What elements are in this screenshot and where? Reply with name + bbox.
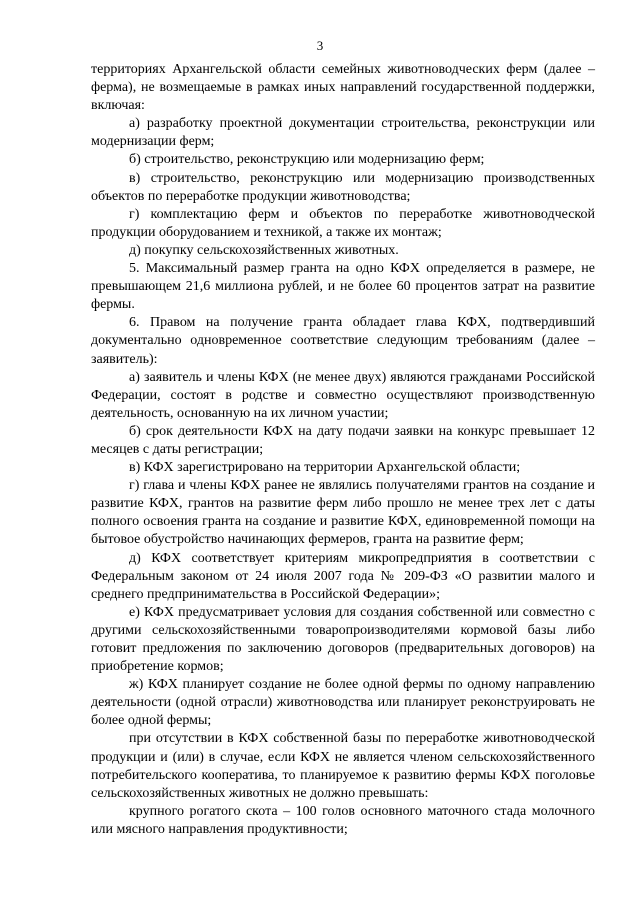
paragraph-cattle-limit: крупного рогатого скота – 100 голов основного маточного стада молочного или мясного направления продуктивности; xyxy=(91,803,595,837)
paragraph-clause-5: 5. Максимальный размер гранта на одно КФХ определяется в размере, не превышающем 21,6 миллиона рублей, и не более 60 процентов затрат на развитие фермы. xyxy=(91,261,595,313)
paragraph-item-a: а) разработку проектной документации строительства, реконструкции или модернизации ферм; xyxy=(91,116,595,150)
paragraph-clause-6: 6. Правом на получение гранта обладает глава КФХ, подтвердивший документально одновременное соответствие следующим требованиям (далее – заявитель): xyxy=(91,315,595,367)
paragraph-requirement-e: е) КФХ предусматривает условия для создания собственной или совместно с другими сельскохозяйственными товаропроизводителями кормовой базы либо готовит предложения по заключению договоров (предварительных договоров) на приобретение кормов; xyxy=(91,604,595,675)
document-body xyxy=(91,61,595,839)
paragraph-requirement-g: г) глава и члены КФХ ранее не являлись получателями грантов на создание и развитие КФХ, грантов на развитие ферм либо прошло не менее трех лет с даты полного освоения гранта на создание и развитие КФХ, единовременной помощи на бытовое обустройство начинающих фермеров, гранта на развитие ферм; xyxy=(91,478,595,548)
paragraph-item-b: б) строительство, реконструкцию или модернизацию ферм; xyxy=(129,152,485,168)
paragraph-continuation: территориях Архангельской области семейных животноводческих ферм (далее – ферма), не возмещаемые в рамках иных направлений государственной поддержки, включая: xyxy=(91,62,595,114)
paragraph-requirement-b: б) срок деятельности КФХ на дату подачи заявки на конкурс превышает 12 месяцев с даты регистрации; xyxy=(91,423,595,457)
paragraph-item-g: г) комплектацию ферм и объектов по переработке животноводческой продукции оборудованием и техникой, а также их монтаж; xyxy=(91,206,595,240)
paragraph-requirement-v: в) КФХ зарегистрировано на территории Архангельской области; xyxy=(129,460,521,476)
page-number: 3 xyxy=(316,38,324,53)
paragraph-requirement-d: д) КФХ соответствует критериям микропредприятия в соответствии с Федеральным законом от 24 июля 2007 года № 209-ФЗ «О развитии малого и среднего предпринимательства в Российской Федерации»; xyxy=(91,550,595,602)
paragraph-requirement-a: а) заявитель и члены КФХ (не менее двух) являются гражданами Российской Федерации, состоят в родстве и совместно осуществляют производственную деятельность, основанную на их личном участии; xyxy=(91,369,595,421)
paragraph-item-d: д) покупку сельскохозяйственных животных. xyxy=(129,242,399,258)
paragraph-livestock-limit: при отсутствии в КФХ собственной базы по переработке животноводческой продукции и (или) в случае, если КФХ не является членом сельскохозяйственного потребительского кооператива, то планируемое к развитию фермы КФХ поголовье сельскохозяйственных животных не должно превышать: xyxy=(91,731,595,801)
paragraph-requirement-zh: ж) КФХ планирует создание не более одной фермы по одному направлению деятельности (одной отрасли) животноводства или планирует реконструировать не более одной фермы; xyxy=(91,677,595,729)
paragraph-item-v: в) строительство, реконструкцию или модернизацию производственных объектов по переработке продукции животноводства; xyxy=(91,170,595,204)
